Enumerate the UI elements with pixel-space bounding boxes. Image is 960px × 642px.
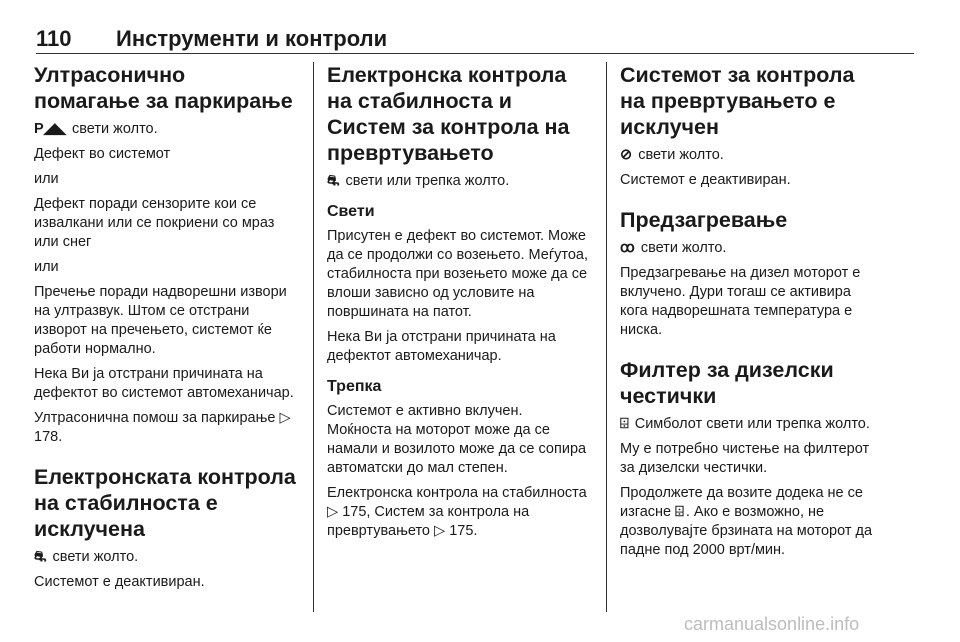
parking-assist-icon: P◢◣ — [34, 121, 66, 137]
preheat-description: Предзагревање на дизел моторот е вклучено. Дури тогаш се активира кога надворешната температура е ниска. — [620, 265, 861, 338]
esp-off-icon: ⛐ — [34, 549, 47, 565]
column-1 — [34, 62, 296, 598]
esp-status-text: свети или трепка жолто. — [345, 173, 510, 189]
parking-sensor-text: Дефект поради сензорите кои се извалкани или се покриени со мраз или снег — [34, 196, 275, 250]
page-header — [36, 26, 916, 54]
parking-reference — [34, 409, 296, 447]
esp-icon: ⛐ — [327, 173, 340, 189]
column-2 — [327, 62, 589, 547]
dpf-instructions — [620, 484, 882, 560]
esp-off-status — [34, 548, 296, 567]
column-3 — [620, 62, 882, 566]
esp-status — [327, 172, 589, 191]
page-number: 110 — [36, 26, 72, 51]
column-divider-2 — [606, 62, 607, 612]
dpf-status — [620, 415, 882, 434]
dpf-icon: ⌹ — [675, 504, 684, 520]
watermark: carmanualsonline.info — [684, 614, 860, 634]
traction-off-status-text: свети жолто. — [638, 147, 724, 163]
parking-interference-text: Пречење поради надворешни извори на ултразвук. Штом се отстрани изворот на пречењето, системот ќе работи нормално. — [34, 284, 287, 357]
traction-off-heading: Системот за контрола на превртувањето е исклучен — [620, 63, 855, 139]
lit-subheading: Свети — [327, 203, 375, 220]
lit-text-2: Нека Ви ја отстрани причината на дефектот автомеханичар. — [327, 329, 556, 364]
parking-assist-heading: Ултрасонично помагање за паркирање — [34, 63, 293, 113]
chapter-title: Инструменти и контроли — [116, 26, 388, 51]
esp-off-deactivated-text: Системот е деактивиран. — [34, 574, 205, 590]
parking-reference-text: Ултрасонична помош за паркирање — [34, 410, 276, 426]
dpf-icon: ⌹ — [620, 416, 629, 432]
page-ref-arrow-icon: ▷ — [279, 410, 291, 426]
parking-reference-page[interactable]: 178. — [34, 429, 63, 445]
lit-text-1: Присутен е дефект во системот. Може да се продолжи со возењето. Меѓутоа, стабилноста при возењето може да се влоши зависно од условите на површината на патот. — [327, 228, 588, 320]
page-ref-arrow-icon: ▷ — [434, 523, 446, 539]
parking-mechanic-text: Нека Ви ја отстрани причината на дефектот во системот автомеханичар. — [34, 366, 294, 401]
dpf-heading: Филтер за дизелски честички — [620, 358, 834, 408]
parking-fault-text: Дефект во системот — [34, 146, 171, 162]
dpf-instructions-text-a: Продолжете да возите додека не се изгасне — [620, 485, 863, 520]
dpf-status-text: Симболот свети или трепка жолто. — [634, 416, 870, 432]
esp-heading: Електронска контрола на стабилноста и Систем за контрола на превртувањето — [327, 63, 570, 165]
dpf-instructions-text-b: . Ако е возможно, не дозволувајте брзината на моторот да падне под 2000 врт/мин. — [620, 504, 873, 558]
flash-ref-text-a: Електронска контрола на стабилноста — [327, 485, 587, 501]
esp-off-status-text: свети жолто. — [52, 549, 139, 565]
or-text-1: или — [34, 171, 59, 187]
parking-assist-status-text: свети жолто. — [72, 121, 158, 137]
esp-off-heading: Електронската контрола на стабилноста е исклучена — [34, 465, 296, 541]
parking-assist-status — [34, 120, 296, 139]
flash-references — [327, 484, 589, 541]
traction-off-deactivated-text: Системот е деактивиран. — [620, 172, 791, 188]
flash-ref-text-b[interactable]: 175, Систем за контрола на превртувањето — [327, 504, 530, 539]
dpf-cleaning-text: Му е потребно чистење на филтерот за дизелски честички. — [620, 441, 870, 476]
flash-ref-text-c[interactable]: 175. — [449, 523, 478, 539]
flash-subheading: Трепка — [327, 378, 382, 395]
preheat-status — [620, 239, 882, 258]
traction-off-status — [620, 146, 882, 165]
flash-text-1: Системот е активно вклучен. Моќноста на моторот може да се намали и возилото може да се сопира автоматски до мал степен. — [327, 403, 587, 476]
traction-off-icon: ⊘ — [620, 147, 633, 163]
preheat-coil-icon: ꝏ — [620, 240, 635, 256]
column-divider-1 — [313, 62, 314, 612]
preheat-status-text: свети жолто. — [640, 240, 727, 256]
preheat-heading: Предзагревање — [620, 208, 788, 232]
or-text-2: или — [34, 259, 59, 275]
page-ref-arrow-icon: ▷ — [327, 504, 339, 520]
header-divider — [36, 53, 914, 54]
